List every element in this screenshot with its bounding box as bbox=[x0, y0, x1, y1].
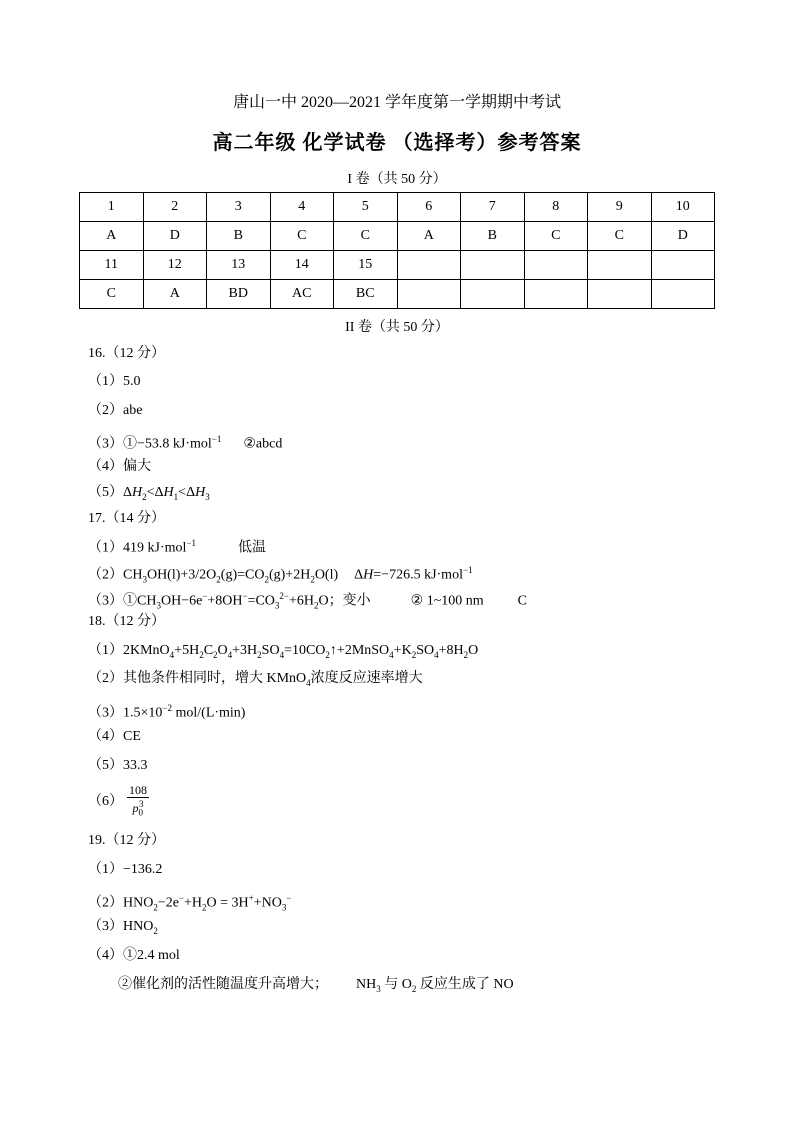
fraction-108-over-p0-cubed: $\frac{108}{p_0^3}$ bbox=[129, 783, 147, 818]
answer-table-cell: B bbox=[461, 222, 525, 251]
q16-answer-3: （3）①−53.8 kJ·mol$^{-1}$ ②abcd bbox=[88, 434, 283, 452]
answer-table-cell bbox=[397, 251, 461, 280]
q16-answer-4: （4）偏大 bbox=[88, 459, 151, 474]
answer-table-cell: 12 bbox=[143, 251, 207, 280]
answer-table-cell: 13 bbox=[207, 251, 271, 280]
q16-answer-5: $(5)\Delta H_2<\Delta H_1<\Delta H_3$ bbox=[88, 485, 210, 502]
answer-table-cell: 15 bbox=[334, 251, 398, 280]
answer-table-cell bbox=[461, 251, 525, 280]
q17-heading: 17.（14 分） bbox=[88, 511, 165, 526]
answer-table-cell: C bbox=[270, 222, 334, 251]
answer-table-row bbox=[80, 193, 715, 222]
answer-table-cell bbox=[461, 280, 525, 309]
answer-table bbox=[79, 192, 715, 309]
answer-table-cell: C bbox=[588, 222, 652, 251]
answer-table-cell bbox=[651, 251, 715, 280]
part1-title: I 卷（共 50 分） bbox=[347, 172, 447, 187]
q19-heading: 19.（12 分） bbox=[88, 833, 165, 848]
answer-table-cell: AC bbox=[270, 280, 334, 309]
q16-answer-2: （2）abe bbox=[88, 403, 143, 418]
q16-heading: 16.（12 分） bbox=[88, 346, 165, 361]
exam-title: 唐山一中 2020—2021 学年度第一学期期中考试 bbox=[232, 94, 561, 111]
answer-table-cell: 5 bbox=[334, 193, 398, 222]
part2-title: II 卷（共 50 分） bbox=[345, 320, 449, 335]
answer-table-row bbox=[80, 280, 715, 309]
q19-answer-3: $(3)HNO_2$ bbox=[88, 919, 158, 936]
q18-answer-6: （6） $\frac{108}{p_0^3}$ bbox=[88, 783, 147, 818]
q17-answer-1: （1）419 kJ·mol$^{-1}$ 低温 bbox=[88, 538, 266, 556]
answer-table-cell: D bbox=[651, 222, 715, 251]
q17-answer-2: $(2)CH_3OH(l)+3/2O_2(g)=CO_2(g)+2H_2O(l)$ ΔH=−726.5 kJ·mol$^{-1}$ bbox=[88, 565, 473, 585]
q18-answer-1: $(1)2KMnO_4+5H_2C_2O_4+3H_2SO_4=10CO_2↑+2MnSO_4+K_2SO_4+8H_2O$ bbox=[88, 643, 479, 660]
answer-table-cell bbox=[397, 280, 461, 309]
answer-table-row bbox=[80, 251, 715, 280]
answer-table-cell: 2 bbox=[143, 193, 207, 222]
answer-table-cell: 7 bbox=[461, 193, 525, 222]
answer-table-cell: D bbox=[143, 222, 207, 251]
q18-answer-3: $(3)1.5\times 10^{-2}$ mol/(L·min) bbox=[88, 703, 246, 721]
q19-answer-1: （1）−136.2 bbox=[88, 862, 163, 877]
answer-table-cell: B bbox=[207, 222, 271, 251]
answer-table-cell bbox=[588, 251, 652, 280]
answer-table-cell: 8 bbox=[524, 193, 588, 222]
answer-table-cell: 6 bbox=[397, 193, 461, 222]
q19-answer-2: $(2)HNO_2-2e^-+H_2O = 3H^++NO_3^-$ bbox=[88, 893, 292, 913]
q18-answer-4: （4）CE bbox=[88, 729, 141, 744]
answer-table-cell: 14 bbox=[270, 251, 334, 280]
answer-table-cell: C bbox=[334, 222, 398, 251]
answer-table-cell: A bbox=[397, 222, 461, 251]
q19-answer-4-part2: ②催化剂的活性随温度升高增大； $NH_3$ 与 $O_2$ 反应生成了 NO bbox=[118, 977, 514, 994]
answer-table-cell: BD bbox=[207, 280, 271, 309]
q18-answer-5: （5）33.3 bbox=[88, 758, 148, 773]
answer-table-cell: 3 bbox=[207, 193, 271, 222]
answer-table-cell bbox=[524, 251, 588, 280]
answer-table-cell: 10 bbox=[651, 193, 715, 222]
answer-table-cell: C bbox=[80, 280, 144, 309]
q18-heading: 18.（12 分） bbox=[88, 614, 165, 629]
answer-key-title: 高二年级 化学试卷 （选择考）参考答案 bbox=[212, 132, 582, 154]
q16-answer-1: （1）5.0 bbox=[88, 374, 141, 389]
answer-table-cell bbox=[524, 280, 588, 309]
q18-answer-2: （2）其他条件相同时，增大 KMnO$_4$浓度反应速率增大 bbox=[88, 671, 423, 688]
answer-table-cell: BC bbox=[334, 280, 398, 309]
answer-table-cell: A bbox=[80, 222, 144, 251]
answer-table-row bbox=[80, 222, 715, 251]
q19-answer-4: （4）①2.4 mol bbox=[88, 948, 180, 963]
answer-table-cell: 11 bbox=[80, 251, 144, 280]
answer-table-cell: A bbox=[143, 280, 207, 309]
answer-table-cell bbox=[588, 280, 652, 309]
answer-table-cell: 1 bbox=[80, 193, 144, 222]
answer-table-cell: 9 bbox=[588, 193, 652, 222]
q17-answer-3: $(3)①CH_3OH-6e^-+8OH^-=CO_3^{2-}+6H_2O$；变小 ② 1~100 nm C bbox=[88, 591, 527, 611]
answer-table-cell bbox=[651, 280, 715, 309]
answer-table-cell: 4 bbox=[270, 193, 334, 222]
answer-table-cell: C bbox=[524, 222, 588, 251]
